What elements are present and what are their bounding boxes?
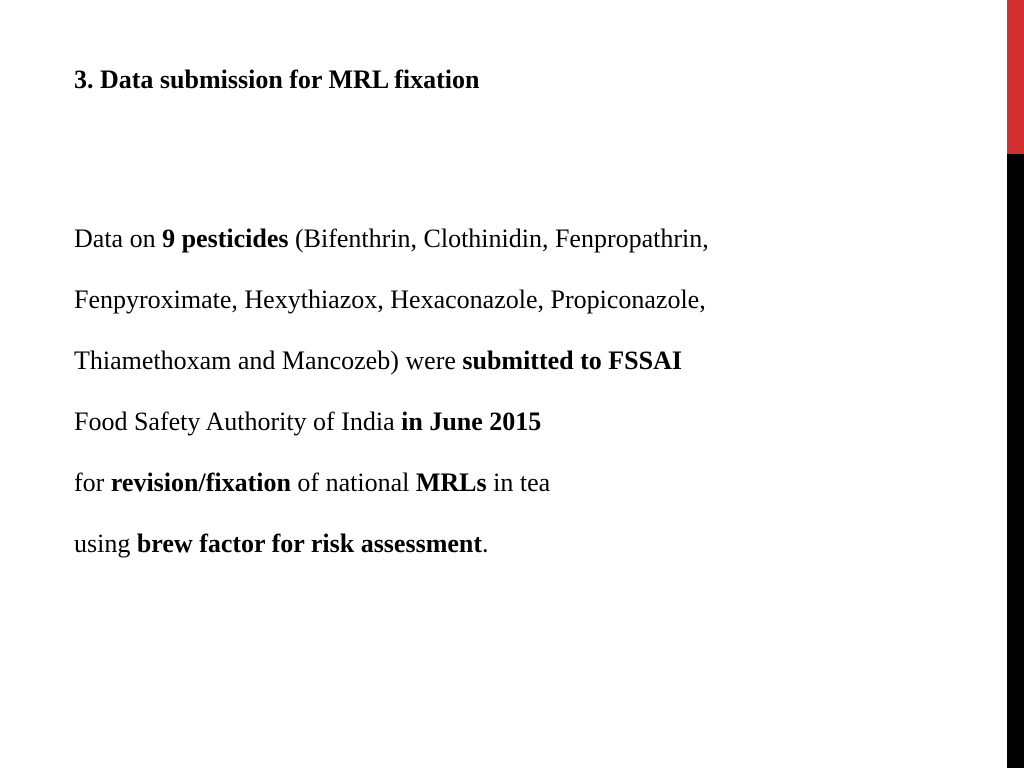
body-line-2 <box>74 269 984 330</box>
text-run-bold: in June 2015 <box>401 407 542 436</box>
slide-body <box>74 208 984 574</box>
body-line-6 <box>74 513 984 574</box>
text-run: Data on <box>74 224 163 253</box>
text-run: for <box>74 468 111 497</box>
edge-bar-accent <box>1007 0 1024 154</box>
text-run: in tea <box>486 468 551 497</box>
text-run-bold: brew factor for risk assessment <box>136 529 483 558</box>
text-run: (Bifenthrin, Clothinidin, Fenpropathrin, <box>288 224 709 253</box>
text-run-bold: submitted to FSSAI <box>462 346 682 375</box>
body-line-5 <box>74 452 984 513</box>
text-run: Thiamethoxam and Mancozeb) were <box>74 346 463 375</box>
text-run-bold: MRLs <box>415 468 487 497</box>
text-run-bold: revision/fixation <box>110 468 291 497</box>
text-run: Fenpyroximate, Hexythiazox, Hexaconazole, Propiconazole, <box>74 285 706 314</box>
body-line-4 <box>74 391 984 452</box>
body-line-3 <box>74 330 984 391</box>
edge-bar <box>1007 0 1024 768</box>
text-run: using <box>74 529 137 558</box>
body-line-1 <box>74 208 984 269</box>
text-run: Food Safety Authority of India <box>74 407 402 436</box>
text-run: . <box>482 529 489 558</box>
text-run-bold: 9 pesticides <box>162 224 289 253</box>
slide-heading: 3. Data submission for MRL fixation <box>74 65 480 94</box>
text-run: of national <box>290 468 416 497</box>
